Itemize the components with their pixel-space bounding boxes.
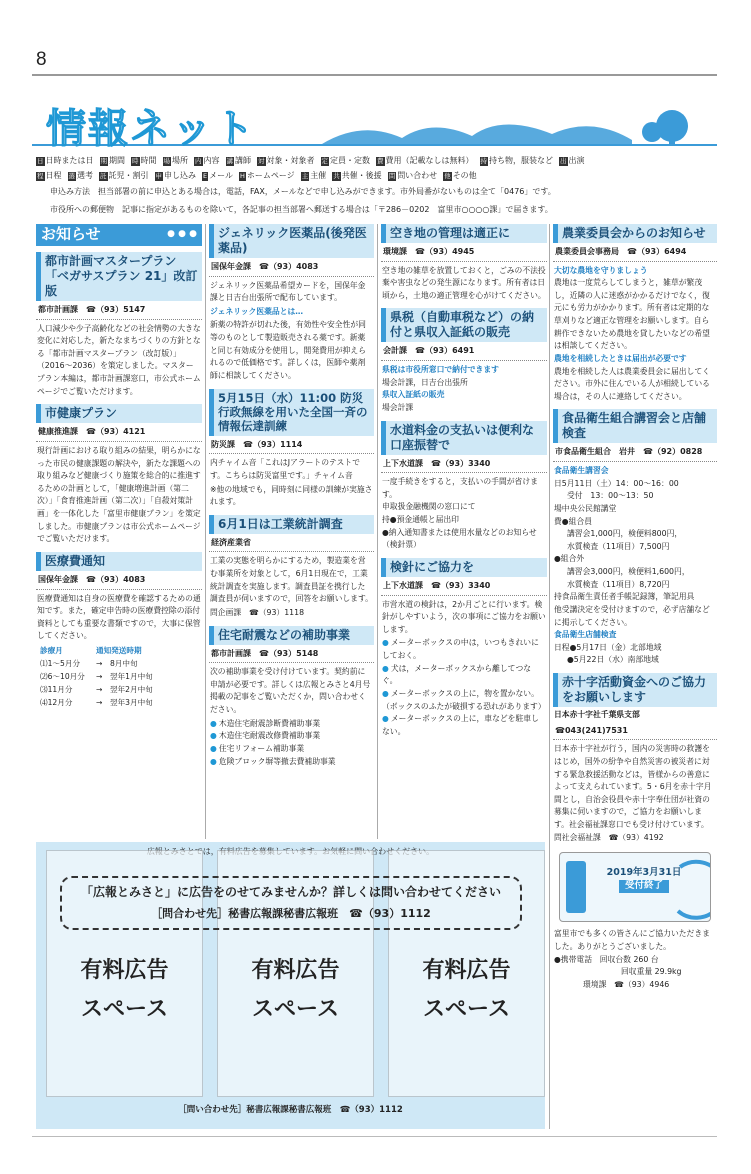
legend-label: 共催・後援 bbox=[341, 171, 382, 180]
article-contact: 環境課 ☎（93）4946 bbox=[583, 979, 670, 989]
legend-key-icon: 定 bbox=[321, 157, 328, 165]
legend-label: 託児・割引 bbox=[108, 171, 149, 180]
legend-key-icon: 日 bbox=[37, 157, 44, 165]
ad-space-label bbox=[46, 952, 203, 1029]
article-line: ●5月22日（水）南部地域 bbox=[567, 655, 659, 665]
schedule-col-2: 通知発送時期 bbox=[96, 646, 142, 656]
legend-key-icon: 主 bbox=[301, 172, 309, 180]
list-item-text: 危険ブロック塀等撤去費補助事業 bbox=[218, 756, 336, 766]
legend-item bbox=[68, 171, 94, 180]
ad-footer-contact: ［問い合わせ先］秘書広報課秘書広報班 ☎（93）1112 bbox=[178, 1105, 403, 1115]
ad-space-line: スペース bbox=[252, 996, 339, 1022]
subsidy-list bbox=[209, 718, 374, 769]
article-subhead: 食品衛生店舗検査 bbox=[554, 630, 617, 640]
legend-key-icon: 講 bbox=[226, 157, 233, 165]
article-dept: 都市計画課 ☎（93）5148 bbox=[209, 645, 374, 664]
article-body: 人口減少や少子高齢化などの社会情勢の大きな変化に対応した，新たなまちづくりの方針となる「都市計画マスタープラン（改訂版）」（2016～2036）を策定しました。マスタープラン本編は，都市計画課窓口，市公式ホームページでご覧いただけます。 bbox=[37, 323, 201, 396]
bullet-icon: ● bbox=[382, 638, 389, 648]
food-details bbox=[553, 465, 717, 667]
legend bbox=[36, 155, 716, 185]
ad-invite-box bbox=[60, 876, 522, 930]
list-item-text: 住宅リフォーム補助事業 bbox=[218, 743, 305, 753]
legend-label: 定員・定数 bbox=[330, 156, 370, 165]
legend-item bbox=[131, 156, 157, 165]
article-dept: 健康推進課 ☎（93）4121 bbox=[36, 423, 202, 442]
legend-label: 申し込み bbox=[164, 171, 196, 180]
legend-key-icon: 時 bbox=[132, 157, 139, 165]
article-body: 医療費通知は自身の医療費を確認するための通知です。また，確定申告時の医療費控除の添付資料としても重要な書類ですので，大事に保管してください。 bbox=[37, 593, 201, 641]
legend-key-icon: H bbox=[239, 172, 245, 180]
article-dept: 防災課 ☎（93）1114 bbox=[209, 436, 374, 455]
article-title: 都市計画マスタープラン「ベガサスプラン 21」改訂版 bbox=[36, 252, 202, 301]
ad-space-label bbox=[217, 952, 374, 1029]
legend-label: 期間 bbox=[109, 156, 125, 165]
column-2 bbox=[209, 224, 374, 768]
legend-item bbox=[36, 171, 62, 180]
article-note: ※他の地域でも，同時刻に同様の訓練が実施されます。 bbox=[210, 484, 373, 507]
legend-item bbox=[480, 156, 554, 165]
schedule-timing: → 8月中旬 bbox=[96, 658, 138, 668]
article-title: 住宅耐震などの補助事業 bbox=[209, 626, 374, 645]
legend-item bbox=[321, 156, 371, 165]
schedule-row bbox=[36, 684, 202, 697]
schedule-timing: → 翌年2月中旬 bbox=[96, 684, 153, 694]
section-header-notices bbox=[36, 224, 202, 246]
article-title: 医療費通知 bbox=[36, 552, 202, 571]
article-title: ジェネリック医薬品(後発医薬品) bbox=[209, 224, 374, 258]
article-contact: 問企画課 ☎（93）1118 bbox=[210, 607, 305, 617]
legend-key-icon: 共 bbox=[333, 172, 340, 180]
legend-key-icon: 場 bbox=[163, 157, 170, 165]
article-dept: 国保年金課 ☎（93）4083 bbox=[209, 258, 374, 277]
legend-key-icon: 対 bbox=[258, 157, 265, 165]
legend-item bbox=[376, 156, 474, 165]
legend-label: 内容 bbox=[203, 156, 220, 165]
list-item bbox=[209, 718, 374, 731]
legend-label: 問い合わせ bbox=[397, 171, 438, 180]
column-4 bbox=[553, 224, 717, 997]
legend-key-icon: 選 bbox=[68, 172, 75, 180]
list-item bbox=[381, 688, 547, 713]
list-item-text: メーターボックスの中は，いつもきれいにしておく。 bbox=[382, 638, 539, 660]
article-line: 講習会1,000円，検便料800円， bbox=[567, 529, 683, 539]
article-body: 市営水道の検針は，2か月ごとに行います。検針がしやすいよう，次の事項にご協力をお願いします。 bbox=[382, 599, 546, 634]
legend-label: 費用（記載なしは無料） bbox=[385, 156, 474, 165]
legend-label: 日程 bbox=[45, 171, 62, 180]
legend-item bbox=[99, 171, 149, 180]
column-1 bbox=[36, 224, 202, 710]
article-body: ジェネリック医薬品希望カードを，国保年金課と日吉台出張所で配布しています。 bbox=[210, 280, 366, 303]
column-divider bbox=[377, 224, 378, 839]
article-line: 他受講決定を受付けますので，必ず店舗などに掲示してください。 bbox=[554, 604, 710, 627]
list-item-text: 木造住宅耐震診断費補助事業 bbox=[218, 718, 321, 728]
legend-key-icon: 持 bbox=[480, 157, 487, 165]
article-title: 検針にご協力を bbox=[381, 558, 547, 577]
ad-invite-contact: ［問合わせ先］秘書広報課秘書広報班 ☎（93）1112 bbox=[151, 906, 431, 920]
article-dept: 市食品衛生組合 岩井 ☎（92）0828 bbox=[553, 443, 717, 462]
article-subhead: 県収入証紙の販売 bbox=[382, 390, 445, 400]
article-body: 次の補助事業を受け付けています。契約前に申請が必要です。詳しくは広報とみさと4月号掲載の記事をご覧いただくか，問い合わせください。 bbox=[210, 667, 371, 714]
legend-item bbox=[100, 156, 126, 165]
legend-item bbox=[388, 171, 438, 180]
article-title: 空き地の管理は適正に bbox=[381, 224, 547, 243]
ad-space-line: 有料広告 bbox=[422, 958, 511, 983]
article-dept: 上下水道課 ☎（93）3340 bbox=[381, 455, 547, 474]
article-line: 回収重量 29.9kg bbox=[621, 967, 682, 977]
article-line: 費●組合員 bbox=[554, 516, 592, 526]
legend-label: メール bbox=[209, 171, 233, 180]
ad-space-line: スペース bbox=[81, 996, 168, 1022]
article-body: 富里市でも多くの皆さんにご協力いただきました。ありがとうございました。 bbox=[554, 929, 710, 951]
article-dept: 会計課 ☎（93）6491 bbox=[381, 342, 547, 361]
article-title: 5月15日（水）11:00 防災行政無線を用いた全国一斉の情報伝達訓練 bbox=[209, 389, 374, 436]
article-body: 一度手続きをすると，支払いの手間が省けます。 bbox=[382, 477, 538, 499]
list-item-text: 木造住宅耐震改修費補助事業 bbox=[218, 731, 321, 741]
legend-key-icon: 託 bbox=[100, 172, 107, 180]
legend-row-2 bbox=[36, 170, 716, 185]
legend-key-icon: 出 bbox=[560, 157, 567, 165]
legend-item bbox=[239, 171, 295, 180]
article-line: 場会計課 bbox=[382, 402, 414, 412]
meter-list bbox=[381, 637, 547, 738]
bullet-icon: ● bbox=[382, 688, 389, 698]
article-body: 農地は一度荒らしてしまうと，雑草が繁茂し，近隣の人に迷惑がかかるだけでなく，復元にも労力がかかります。所有者は定期的な草刈りなど適正な管理をお願いします。自ら耕作できないため農地を貸したいなどの希望は相談してください。 bbox=[554, 278, 710, 351]
list-item bbox=[381, 663, 547, 688]
schedule-timing: → 翌年1月中旬 bbox=[96, 671, 153, 681]
ad-space-line: スペース bbox=[423, 996, 510, 1022]
article-line: 申取扱金融機関の窓口にて bbox=[382, 502, 476, 512]
schedule-row bbox=[36, 697, 202, 710]
article-line: 場会計課，日吉台出張所 bbox=[382, 377, 468, 387]
header-title: 情報ネット bbox=[46, 106, 256, 152]
decor-dots: ● ● ● bbox=[167, 229, 197, 240]
article-line: 場中央公民館講堂 bbox=[554, 503, 617, 513]
article-line: ●組合外 bbox=[554, 554, 585, 564]
page-number: 8 bbox=[36, 49, 47, 70]
article-body: 農地を相続した人は農業委員会に届出してください。市外に住んでいる人が相続している場合は，その人に連絡してください。 bbox=[554, 366, 710, 401]
legend-item bbox=[194, 156, 220, 165]
list-item-text: 犬は，メーターボックスから離してつなぐ。 bbox=[382, 663, 532, 686]
legend-key-icon: 費 bbox=[377, 157, 384, 165]
legend-row-1 bbox=[36, 155, 716, 170]
top-rule bbox=[32, 74, 717, 76]
article-contact: 問社会福祉課 ☎（93）4192 bbox=[554, 832, 664, 842]
legend-item bbox=[155, 171, 197, 180]
legend-item bbox=[202, 171, 233, 180]
column-3 bbox=[381, 224, 547, 738]
list-item-text: メーターボックスの上に，車などを駐車しない。 bbox=[382, 714, 539, 736]
article-line: 受付 13：00～13：50 bbox=[567, 491, 654, 501]
application-note: 申込み方法 担当部署の前に申込とある場合は，電話，FAX，メールなどで申し込みができます。市外局番がないものは全て「0476」です。 bbox=[50, 187, 556, 196]
article-dept: 経済産業省 bbox=[209, 534, 374, 553]
legend-item bbox=[559, 156, 585, 165]
legend-key-icon: 他 bbox=[444, 172, 451, 180]
article-dept: 上下水道課 ☎（93）3340 bbox=[381, 577, 547, 596]
bullet-icon: ● bbox=[382, 663, 389, 673]
legend-label: 主催 bbox=[310, 171, 327, 180]
legend-label: その他 bbox=[452, 171, 477, 180]
legend-key-icon: E bbox=[203, 172, 208, 180]
list-item-text: メーターボックスの上に，物を置かない。（ボックスのふたが破損する恐れがあります） bbox=[382, 688, 546, 711]
schedule-table bbox=[36, 658, 202, 710]
article-body: 日本赤十字社が行う，国内の災害時の救護をはじめ，国外の紛争や自然災害の被災者に対する緊急救援活動などは，皆様からの善意によって支えられています。5・6月を赤十字月間とし，自治会役員や赤十字奉仕団が社資の募集に伺いますので，ご協力をお願いします。社会福祉課窓口でも受け付けています。 bbox=[554, 744, 712, 830]
article-title: 農業委員会からのお知らせ bbox=[553, 224, 717, 243]
mail-note: 市役所への郵便物 記事に指定があるものを除いて，各記事の担当部署へ郵送する場合は「〒286－0202 富里市○○○○課」で届きます。 bbox=[50, 205, 553, 214]
column-divider bbox=[549, 224, 550, 1129]
article-body: 内チャイム音「これはJアラートのテストです。こちらは防災富里です。」チャイム音 bbox=[210, 458, 360, 480]
list-item bbox=[209, 730, 374, 743]
schedule-month: ⑷12月分 bbox=[40, 697, 73, 707]
article-title: 赤十字活動資金へのご協力をお願いします bbox=[553, 673, 717, 707]
list-item bbox=[209, 743, 374, 756]
article-dept: 都市計画課 ☎（93）5147 bbox=[36, 301, 202, 320]
banner-status: 受付終了 bbox=[619, 880, 669, 893]
article-line: 持●預金通帳と届出印 bbox=[382, 515, 459, 525]
bottom-rule bbox=[32, 1136, 717, 1137]
article-dept: 国保年金課 ☎（93）4083 bbox=[36, 571, 202, 590]
article-line: 水質検査（11項目）7,500円 bbox=[567, 541, 670, 551]
article-title: 食品衛生組合講習会と店舗検査 bbox=[553, 409, 717, 443]
bullet-icon: ● bbox=[382, 714, 389, 724]
article-title: 6月1日は工業統計調査 bbox=[209, 515, 374, 534]
legend-key-icon: 申 bbox=[155, 172, 162, 180]
legend-item bbox=[332, 171, 382, 180]
legend-key-icon: 程 bbox=[37, 172, 44, 180]
bullet-icon: ● bbox=[210, 756, 217, 766]
ad-space-line: 有料広告 bbox=[251, 958, 340, 983]
banner-date: 2019年3月31日 bbox=[606, 867, 682, 879]
legend-label: 対象・対象者 bbox=[266, 156, 315, 165]
article-dept: 農業委員会事務局 ☎（93）6494 bbox=[553, 243, 717, 262]
article-subhead: 大切な農地を守りましょう bbox=[554, 265, 648, 275]
article-line: 持食品衛生責任者手帳記録簿，筆記用具 bbox=[554, 592, 695, 602]
ad-space-label bbox=[388, 952, 545, 1029]
article-title: 県税（自動車税など）の納付と県収入証紙の販売 bbox=[381, 308, 547, 342]
article-subhead: 県税は市役所窓口で納付できます bbox=[382, 365, 499, 375]
list-item bbox=[381, 637, 547, 662]
legend-label: ホームページ bbox=[246, 171, 295, 180]
article-subhead: ジェネリック医薬品とは… bbox=[210, 306, 304, 316]
article-line: 水質検査（11項目）8,720円 bbox=[567, 579, 670, 589]
legend-key-icon: 期 bbox=[100, 157, 107, 165]
legend-item bbox=[226, 156, 252, 165]
bullet-icon: ● bbox=[210, 718, 217, 728]
article-line: 日5月11日（土）14：00～16：00 bbox=[554, 478, 679, 488]
article-dept: 日本赤十字社千葉県支部 bbox=[554, 710, 640, 720]
article-line: 講習会3,000円，検便料1,600円， bbox=[567, 567, 690, 577]
column-divider bbox=[205, 224, 206, 839]
article-subhead: 食品衛生講習会 bbox=[554, 466, 609, 476]
legend-label: 場所 bbox=[172, 156, 188, 165]
legend-key-icon: 内 bbox=[195, 157, 202, 165]
article-line: ●納入通知書または使用水量などのお知らせ（検針票） bbox=[382, 527, 537, 550]
legend-item bbox=[257, 156, 315, 165]
recycle-campaign-banner bbox=[559, 852, 711, 922]
article-body: 工業の実態を明らかにするため，製造業を営む事業所を対象として，6月1日現在で，工業統計調査を実施します。調査員証を携行した調査員が伺いますので，回答をお願いします。 bbox=[210, 556, 373, 604]
article-title: 水道料金の支払いは便利な口座振替で bbox=[381, 421, 547, 455]
legend-label: 出演 bbox=[568, 156, 585, 165]
article-body: 新薬の特許が切れた後，有効性や安全性が同等のものとして製造販売される薬です。新薬と同じ有効成分を使用し，開発費用が抑えられるので低価格です。詳しくは，医師や薬剤師に相談してください。 bbox=[210, 320, 366, 380]
schedule-row bbox=[36, 671, 202, 684]
schedule-month: ⑵6～10月分 bbox=[40, 671, 85, 681]
article-body: 空き地の雑草を放置しておくと，ごみの不法投棄や害虫などの発生源になります。所有者は日頃から，土地の適正管理を心がけてください。 bbox=[382, 265, 546, 300]
article-line: ●携帯電話 回収台数 260 台 bbox=[554, 954, 659, 964]
schedule-month: ⑴1～5月分 bbox=[40, 658, 81, 668]
legend-item bbox=[443, 171, 477, 180]
article-dept: ☎043(241)7531 bbox=[553, 722, 717, 741]
article-subhead: 農地を相続したときは届出が必要です bbox=[554, 353, 687, 363]
section-title: お知らせ bbox=[41, 225, 101, 244]
bullet-icon: ● bbox=[210, 743, 217, 753]
article-dept: 環境課 ☎（93）4945 bbox=[381, 243, 547, 262]
bullet-icon: ● bbox=[210, 731, 217, 741]
legend-label: 日時または日 bbox=[45, 156, 94, 165]
schedule-month: ⑶11月分 bbox=[40, 684, 73, 694]
legend-item bbox=[301, 171, 327, 180]
legend-label: 講師 bbox=[235, 156, 251, 165]
legend-label: 持ち物，服装など bbox=[489, 156, 553, 165]
list-item bbox=[381, 713, 547, 738]
article-body: 現行計画における取り組みの結果，明らかになった市民の健康課題の解決や，新たな課題への取り組みなど健康づくり施策を総合的に推進するための計画として，「健康増進計画（第二次）」「食育推進計画（第二次）」「自殺対策計画」を一体化した「富里市健康プラン」を策定しました。市健康プランは市公式ホームページでご覧いただけます。 bbox=[37, 445, 201, 544]
schedule-timing: → 翌年3月中旬 bbox=[96, 697, 153, 707]
legend-label: 時間 bbox=[140, 156, 157, 165]
schedule-col-1: 診療月 bbox=[40, 646, 63, 656]
ad-space-line: 有料広告 bbox=[80, 958, 169, 983]
legend-item bbox=[36, 156, 94, 165]
schedule-row bbox=[36, 658, 202, 671]
article-title: 市健康プラン bbox=[36, 404, 202, 423]
ad-invite-line: 「広報とみさと」に広告をのせてみませんか？詳しくは問い合わせてください bbox=[80, 885, 501, 899]
header-banner bbox=[32, 100, 717, 152]
legend-label: 選考 bbox=[77, 171, 93, 180]
schedule-header bbox=[36, 645, 202, 658]
list-item bbox=[209, 756, 374, 769]
legend-item bbox=[163, 156, 189, 165]
article-line: 日程●5月17日（金）北部地域 bbox=[554, 642, 662, 652]
legend-key-icon: 問 bbox=[388, 172, 396, 180]
